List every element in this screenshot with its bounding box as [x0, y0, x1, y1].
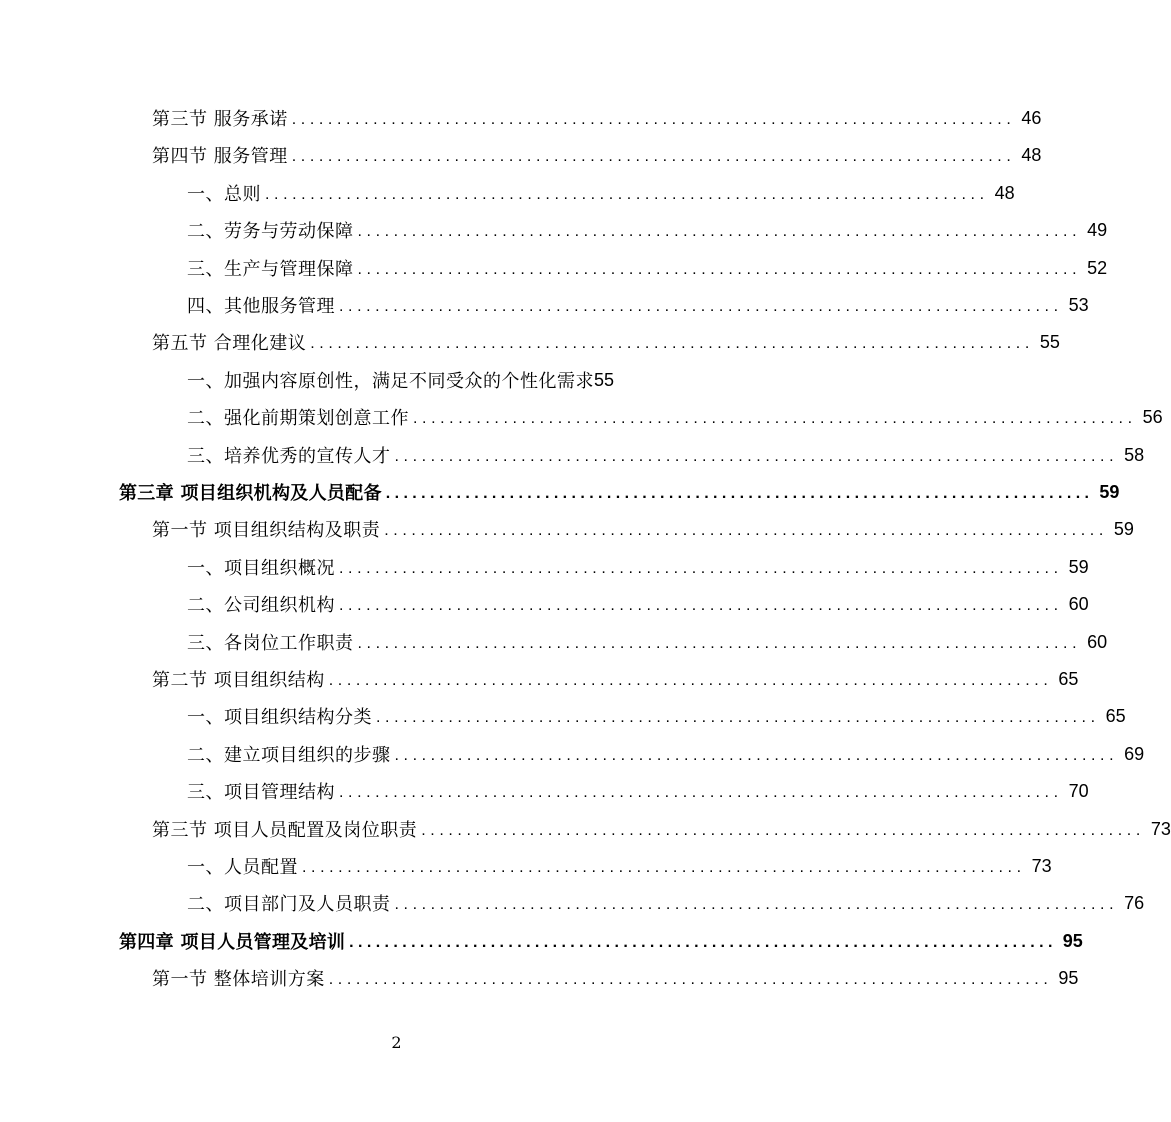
toc-entry-label: 第三章 项目组织机构及人员配备 — [119, 483, 382, 504]
toc-entry-item[interactable] — [187, 773, 1089, 809]
toc-entry-page-number: 58 — [1124, 444, 1145, 465]
toc-entry-page-number: 70 — [1068, 780, 1089, 801]
toc-entry-label: 第一节 整体培训方案 — [152, 969, 325, 990]
toc-entry-label: 一、加强内容原创性，满足不同受众的个性化需求 — [187, 371, 594, 392]
toc-entry-label: 二、强化前期策划创意工作 — [187, 408, 409, 429]
toc-entry-section[interactable] — [152, 661, 1079, 697]
toc-entry-page-number: 48 — [1021, 144, 1042, 165]
toc-entry-page-number: 55 — [1039, 331, 1060, 352]
toc-entry-item[interactable] — [187, 736, 1145, 772]
dot-leader: ................................................................................ — [339, 784, 1063, 801]
toc-entry-label: 第四节 服务管理 — [152, 146, 288, 167]
toc-entry-label: 一、项目组织结构分类 — [187, 707, 372, 728]
dot-leader: ................................................................................ — [291, 148, 1016, 165]
dot-leader: ................................................................................ — [413, 410, 1137, 427]
toc-entry-page-number: 65 — [1058, 668, 1079, 689]
dot-leader: ................................................................................ — [328, 672, 1053, 689]
toc-entry-section[interactable] — [152, 811, 1171, 847]
toc-entry-item[interactable] — [187, 437, 1145, 473]
toc-entry-page-number: 55 — [594, 369, 615, 390]
toc-entry-label: 第三节 服务承诺 — [152, 109, 288, 130]
dot-leader: ................................................................................ — [394, 896, 1119, 913]
dot-leader: ................................................................................ — [310, 335, 1034, 352]
toc-entry-section[interactable] — [152, 960, 1079, 996]
toc-entry-page-number: 48 — [994, 182, 1015, 203]
dot-leader: ................................................................................ — [291, 111, 1016, 128]
dot-leader: ................................................................................ — [394, 747, 1119, 764]
toc-entry-page-number: 73 — [1031, 855, 1052, 876]
dot-leader: ................................................................................ — [302, 859, 1026, 876]
dot-leader: ................................................................................ — [339, 597, 1063, 614]
dot-leader: ................................................................................ — [339, 560, 1063, 577]
toc-entry-page-number: 76 — [1124, 892, 1145, 913]
toc-entry-item[interactable] — [187, 212, 1108, 248]
dot-leader: ................................................................................ — [265, 186, 989, 203]
toc-entry-page-number: 53 — [1068, 294, 1089, 315]
toc-entry-chapter[interactable] — [119, 474, 1120, 510]
toc-entry-label: 三、生产与管理保障 — [187, 259, 354, 280]
dot-leader: ................................................................................ — [349, 934, 1057, 951]
toc-entry-label: 第五节 合理化建议 — [152, 333, 307, 354]
toc-entry-item[interactable] — [187, 287, 1089, 323]
toc-entry-label: 三、各岗位工作职责 — [187, 633, 354, 654]
toc-entry-label: 一、人员配置 — [187, 857, 298, 878]
toc-entry-label: 二、建立项目组织的步骤 — [187, 745, 391, 766]
toc-entry-label: 一、总则 — [187, 184, 261, 205]
dot-leader: ................................................................................ — [357, 261, 1082, 278]
toc-entry-item[interactable] — [187, 586, 1089, 622]
toc-entry-page-number: 56 — [1142, 406, 1163, 427]
toc-entry-section[interactable] — [152, 100, 1042, 136]
toc-entry-page-number: 59 — [1113, 518, 1134, 539]
toc-entry-item[interactable] — [187, 885, 1145, 921]
toc-entry-page-number: 73 — [1150, 818, 1171, 839]
toc-entry-item[interactable] — [187, 250, 1108, 286]
toc-entry-page-number: 49 — [1087, 219, 1108, 240]
toc-entry-label: 第三节 项目人员配置及岗位职责 — [152, 820, 418, 841]
toc-entry-page-number: 59 — [1099, 481, 1120, 502]
toc-entry-page-number: 46 — [1021, 107, 1042, 128]
dot-leader: ................................................................................ — [376, 709, 1100, 726]
toc-entry-chapter[interactable] — [119, 923, 1083, 959]
toc-entry-page-number: 60 — [1087, 631, 1108, 652]
toc-entry-section[interactable] — [152, 324, 1060, 360]
dot-leader: ................................................................................ — [384, 522, 1108, 539]
toc-entry-page-number: 52 — [1087, 257, 1108, 278]
toc-entry-label: 三、项目管理结构 — [187, 782, 335, 803]
toc-entry-page-number: 60 — [1068, 593, 1089, 614]
toc-entry-label: 三、培养优秀的宣传人才 — [187, 446, 391, 467]
toc-entry-page-number: 69 — [1124, 743, 1145, 764]
dot-leader: ................................................................................ — [385, 485, 1094, 502]
toc-entry-page-number: 65 — [1105, 705, 1126, 726]
dot-leader: ................................................................................ — [421, 822, 1145, 839]
toc-entry-label: 二、劳务与劳动保障 — [187, 221, 354, 242]
toc-entry-label: 四、其他服务管理 — [187, 296, 335, 317]
dot-leader: ................................................................................ — [357, 223, 1082, 240]
toc-entry-item[interactable] — [187, 549, 1089, 585]
toc-entry-label: 一、项目组织概况 — [187, 558, 335, 579]
dot-leader: ................................................................................ — [328, 971, 1053, 988]
toc-entry-page-number: 59 — [1068, 556, 1089, 577]
toc-entry-page-number: 95 — [1062, 930, 1083, 951]
dot-leader: ................................................................................ — [394, 448, 1119, 465]
toc-entry-label: 二、项目部门及人员职责 — [187, 894, 391, 915]
toc-entry-section[interactable] — [152, 137, 1042, 173]
toc-entry-item[interactable] — [187, 399, 1163, 435]
toc-entry-item[interactable] — [187, 848, 1052, 884]
toc-entry-item[interactable] — [187, 362, 672, 398]
toc-entry-section[interactable] — [152, 511, 1134, 547]
toc-entry-item[interactable] — [187, 624, 1108, 660]
toc-entry-item[interactable] — [187, 175, 1015, 211]
toc-entry-label: 第一节 项目组织结构及职责 — [152, 520, 381, 541]
toc-entry-label: 第二节 项目组织结构 — [152, 670, 325, 691]
toc-entry-label: 二、公司组织机构 — [187, 595, 335, 616]
toc-entry-page-number: 95 — [1058, 967, 1079, 988]
dot-leader: ................................................................................ — [339, 298, 1063, 315]
page-number-footer: 2 — [391, 1033, 402, 1052]
toc-entry-label: 第四章 项目人员管理及培训 — [119, 932, 346, 953]
toc-entry-item[interactable] — [187, 698, 1126, 734]
dot-leader: ................................................................................ — [357, 635, 1082, 652]
